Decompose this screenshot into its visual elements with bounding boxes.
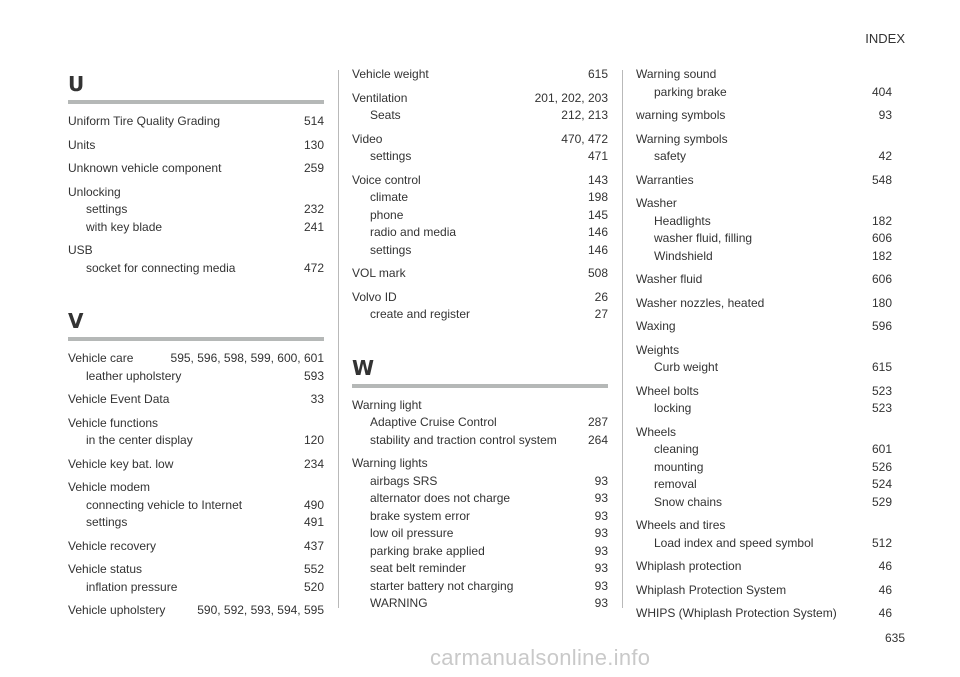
- subentry-term: washer fluid, filling: [654, 231, 753, 245]
- index-subentry: [636, 535, 892, 553]
- index-entry: [636, 582, 892, 600]
- index-subentry: [636, 148, 892, 166]
- index-column-3: [636, 66, 892, 629]
- index-entry-row: [636, 66, 892, 84]
- subentry-term: phone: [370, 207, 404, 222]
- subentry-term: starter battery not charging: [370, 578, 514, 593]
- subentry-term: parking brake applied: [370, 543, 485, 558]
- index-entry-row: [636, 424, 892, 442]
- entry-term: Weights: [636, 342, 680, 357]
- index-entry: [636, 605, 892, 623]
- entry-pages: 615: [587, 67, 608, 81]
- entry-term: Wheels: [636, 424, 677, 439]
- index-entry-row: [352, 455, 608, 473]
- entry-pages: 180: [871, 295, 892, 310]
- entry-term: Vehicle status: [68, 562, 143, 576]
- index-entry: [636, 195, 892, 265]
- index-entry-row: [68, 415, 324, 433]
- section-letter-heading: U: [68, 72, 324, 104]
- entry-term: Vehicle weight: [352, 67, 429, 81]
- index-entry: [68, 184, 324, 237]
- entry-term: Warning lights: [352, 456, 428, 470]
- entry-pages: 201, 202, 203: [534, 90, 608, 105]
- index-subentry: [352, 525, 608, 543]
- index-entry-row: [68, 184, 324, 202]
- subentry-term: Curb weight: [654, 360, 719, 374]
- index-entry-row: [636, 558, 892, 576]
- subentry-pages: 145: [587, 207, 608, 222]
- subentry-term: locking: [654, 401, 692, 415]
- subentry-term: in the center display: [86, 433, 193, 447]
- entry-pages: 595, 596, 598, 599, 600, 601: [170, 351, 324, 365]
- index-subentry: [352, 242, 608, 260]
- entry-pages: 523: [871, 383, 892, 398]
- index-subentry: [352, 560, 608, 578]
- index-subentry: [636, 441, 892, 459]
- index-entry-row: [352, 397, 608, 415]
- index-entry: [352, 289, 608, 324]
- subentry-term: WARNING: [370, 596, 428, 610]
- index-entry-row: [68, 137, 324, 155]
- index-subentry: [352, 414, 608, 432]
- index-entry: [68, 561, 324, 596]
- index-subentry: [636, 476, 892, 494]
- entry-pages: 46: [878, 606, 892, 620]
- index-entry-row: [636, 195, 892, 213]
- entry-pages: 437: [303, 538, 324, 553]
- subentry-term: low oil pressure: [370, 526, 454, 540]
- index-subentry: [352, 189, 608, 207]
- subentry-pages: 491: [303, 515, 324, 529]
- entry-term: Vehicle upholstery: [68, 603, 166, 617]
- subentry-term: safety: [654, 149, 687, 163]
- index-subentry: [352, 578, 608, 596]
- index-column-1: [68, 66, 324, 626]
- entry-term: Uniform Tire Quality Grading: [68, 114, 221, 128]
- entry-term: Vehicle functions: [68, 415, 159, 430]
- page-number: 635: [884, 631, 905, 645]
- index-subentry: [352, 107, 608, 125]
- subentry-term: removal: [654, 477, 697, 491]
- entry-term: Vehicle modem: [68, 480, 151, 494]
- index-entry-row: [352, 289, 608, 307]
- index-entry: [68, 137, 324, 155]
- subentry-term: inflation pressure: [86, 579, 178, 594]
- index-entry-row: [68, 350, 324, 368]
- index-entry: [636, 172, 892, 190]
- section-letter-heading: V: [68, 309, 324, 341]
- subentry-pages: 146: [587, 242, 608, 257]
- subentry-term: settings: [370, 149, 412, 163]
- subentry-term: Headlights: [654, 213, 711, 228]
- index-subentry: [636, 230, 892, 248]
- index-entry-row: [636, 383, 892, 401]
- entry-pages: 606: [871, 272, 892, 286]
- entry-term: warning symbols: [636, 108, 726, 122]
- index-entry-row: [636, 295, 892, 313]
- index-entry-row: [68, 113, 324, 131]
- entry-pages: 508: [587, 266, 608, 280]
- index-entry: [68, 350, 324, 385]
- subentry-pages: 93: [594, 543, 608, 558]
- index-entry-row: [68, 602, 324, 620]
- subentry-pages: 593: [303, 368, 324, 383]
- index-entry-row: [636, 271, 892, 289]
- subentry-pages: 198: [587, 190, 608, 204]
- subentry-pages: 287: [587, 415, 608, 429]
- subentry-pages: 93: [594, 508, 608, 523]
- index-entry: [636, 271, 892, 289]
- index-entry: [352, 397, 608, 450]
- entry-term: Unknown vehicle component: [68, 161, 222, 175]
- index-subentry: [636, 494, 892, 512]
- index-entry-row: [68, 561, 324, 579]
- index-entry-row: [636, 517, 892, 535]
- index-subentry: [352, 543, 608, 561]
- subentry-term: settings: [370, 242, 412, 257]
- subentry-pages: 42: [878, 149, 892, 163]
- index-subentry: [68, 219, 324, 237]
- index-entry: [68, 242, 324, 277]
- subentry-pages: 526: [871, 459, 892, 474]
- subentry-term: climate: [370, 190, 409, 204]
- subentry-pages: 606: [871, 231, 892, 245]
- subentry-pages: 472: [303, 260, 324, 275]
- subentry-term: settings: [86, 515, 128, 529]
- entry-term: Washer nozzles, heated: [636, 295, 765, 310]
- index-entry: [352, 131, 608, 166]
- entry-term: Warranties: [636, 172, 694, 187]
- index-subentry: [352, 490, 608, 508]
- index-entry-row: [68, 538, 324, 556]
- subentry-pages: 146: [587, 225, 608, 239]
- index-entry-row: [68, 242, 324, 260]
- entry-pages: 143: [587, 172, 608, 187]
- index-entry-row: [68, 479, 324, 497]
- entry-term: Waxing: [636, 319, 676, 333]
- index-entry-row: [68, 391, 324, 409]
- subentry-pages: 615: [871, 360, 892, 374]
- entry-term: Warning light: [352, 397, 422, 412]
- entry-term: Whiplash Protection System: [636, 582, 787, 597]
- index-entry: [352, 265, 608, 283]
- entry-pages: 26: [594, 289, 608, 304]
- entry-term: Vehicle Event Data: [68, 392, 170, 406]
- index-subentry: [68, 368, 324, 386]
- subentry-pages: 601: [871, 442, 892, 456]
- index-entry-row: [68, 160, 324, 178]
- index-subentry: [636, 459, 892, 477]
- index-entry-row: [68, 456, 324, 474]
- entry-pages: 33: [310, 392, 324, 406]
- entry-term: USB: [68, 243, 93, 257]
- index-entry: [636, 107, 892, 125]
- index-entry-row: [352, 172, 608, 190]
- subentry-term: stability and traction control system: [370, 432, 557, 447]
- subentry-term: seat belt reminder: [370, 561, 467, 575]
- entry-pages: 46: [878, 582, 892, 597]
- index-entry: [352, 172, 608, 260]
- entry-term: Whiplash protection: [636, 559, 742, 573]
- index-subentry: [636, 400, 892, 418]
- entry-pages: 234: [303, 456, 324, 471]
- subentry-term: Seats: [370, 108, 401, 122]
- page-header-title: INDEX: [865, 31, 905, 46]
- subentry-pages: 93: [594, 596, 608, 610]
- index-entry: [68, 391, 324, 409]
- subentry-pages: 471: [587, 149, 608, 163]
- index-subentry: [636, 359, 892, 377]
- subentry-pages: 182: [871, 213, 892, 228]
- index-entry-row: [352, 66, 608, 84]
- index-subentry: [636, 248, 892, 266]
- index-entry: [636, 517, 892, 552]
- index-subentry: [352, 508, 608, 526]
- entry-pages: 596: [871, 319, 892, 333]
- subentry-term: mounting: [654, 459, 704, 474]
- subentry-pages: 241: [303, 219, 324, 234]
- subentry-term: with key blade: [86, 219, 163, 234]
- subentry-term: Windshield: [654, 248, 713, 263]
- subentry-pages: 93: [594, 473, 608, 488]
- index-subentry: [68, 432, 324, 450]
- index-subentry: [352, 432, 608, 450]
- entry-term: Voice control: [352, 172, 421, 187]
- entry-term: Unlocking: [68, 184, 121, 199]
- column-divider: [338, 70, 339, 608]
- index-column-2: [352, 66, 608, 619]
- index-subentry: [352, 224, 608, 242]
- entry-term: Vehicle key bat. low: [68, 456, 174, 471]
- index-entry-row: [636, 318, 892, 336]
- index-entry: [636, 295, 892, 313]
- index-entry: [352, 455, 608, 613]
- entry-pages: 46: [878, 559, 892, 573]
- entry-term: Units: [68, 137, 96, 152]
- index-entry: [636, 131, 892, 166]
- index-subentry: [352, 473, 608, 491]
- subentry-pages: 520: [303, 579, 324, 594]
- entry-pages: 93: [878, 108, 892, 122]
- index-entry: [68, 113, 324, 131]
- entry-term: Vehicle care: [68, 351, 134, 365]
- index-entry: [636, 318, 892, 336]
- entry-term: Warning symbols: [636, 131, 728, 146]
- entry-pages: 470, 472: [561, 131, 608, 146]
- entry-term: Washer: [636, 196, 677, 210]
- index-entry: [636, 66, 892, 101]
- index-entry: [352, 90, 608, 125]
- watermark: carmanualsonline.info: [430, 645, 651, 670]
- subentry-term: socket for connecting media: [86, 260, 236, 275]
- index-subentry: [636, 213, 892, 231]
- entry-term: Video: [352, 131, 383, 146]
- entry-term: VOL mark: [352, 266, 406, 280]
- subentry-pages: 120: [303, 433, 324, 447]
- subentry-term: Adaptive Cruise Control: [370, 415, 497, 429]
- subentry-term: radio and media: [370, 225, 457, 239]
- entry-pages: 552: [303, 562, 324, 576]
- index-entry-row: [352, 265, 608, 283]
- subentry-term: settings: [86, 202, 128, 216]
- subentry-term: create and register: [370, 307, 471, 321]
- index-entry-row: [636, 605, 892, 623]
- index-subentry: [352, 148, 608, 166]
- subentry-term: parking brake: [654, 84, 727, 99]
- entry-term: Washer fluid: [636, 272, 703, 286]
- entry-term: Ventilation: [352, 90, 408, 105]
- subentry-term: Snow chains: [654, 494, 723, 509]
- subentry-pages: 182: [871, 248, 892, 263]
- index-subentry: [352, 207, 608, 225]
- index-subentry: [68, 514, 324, 532]
- index-subentry: [68, 260, 324, 278]
- index-subentry: [636, 84, 892, 102]
- entry-pages: 548: [871, 172, 892, 187]
- subentry-pages: 232: [303, 202, 324, 216]
- index-entry: [636, 424, 892, 512]
- index-subentry: [352, 595, 608, 613]
- subentry-pages: 93: [594, 491, 608, 505]
- index-entry: [68, 160, 324, 178]
- index-subentry: [68, 579, 324, 597]
- index-entry-row: [352, 131, 608, 149]
- entry-pages: 259: [303, 161, 324, 175]
- column-divider: [622, 70, 623, 608]
- entry-term: WHIPS (Whiplash Protection System): [636, 606, 837, 620]
- index-entry-row: [636, 342, 892, 360]
- index-entry-row: [636, 107, 892, 125]
- subentry-pages: 524: [871, 477, 892, 491]
- entry-term: Warning sound: [636, 67, 717, 81]
- index-entry: [68, 456, 324, 474]
- index-subentry: [352, 306, 608, 324]
- subentry-pages: 27: [594, 307, 608, 321]
- index-entry-row: [636, 131, 892, 149]
- subentry-pages: 93: [594, 526, 608, 540]
- subentry-pages: 529: [871, 494, 892, 509]
- subentry-term: alternator does not charge: [370, 491, 511, 505]
- index-subentry: [68, 201, 324, 219]
- subentry-term: leather upholstery: [86, 368, 182, 383]
- subentry-pages: 93: [594, 561, 608, 575]
- index-entry: [68, 538, 324, 556]
- entry-pages: 590, 592, 593, 594, 595: [197, 603, 324, 617]
- entry-term: Wheel bolts: [636, 383, 699, 398]
- subentry-term: Load index and speed symbol: [654, 535, 814, 550]
- entry-term: Wheels and tires: [636, 518, 726, 532]
- entry-pages: 514: [303, 114, 324, 128]
- subentry-term: brake system error: [370, 508, 471, 523]
- index-entry-row: [636, 172, 892, 190]
- entry-term: Vehicle recovery: [68, 538, 157, 553]
- subentry-pages: 512: [871, 535, 892, 550]
- section-letter-heading: W: [352, 356, 608, 388]
- subentry-pages: 404: [871, 84, 892, 99]
- index-entry-row: [352, 90, 608, 108]
- subentry-pages: 490: [303, 497, 324, 512]
- index-entry-row: [636, 582, 892, 600]
- entry-pages: 130: [303, 137, 324, 152]
- subentry-pages: 93: [594, 578, 608, 593]
- subentry-term: cleaning: [654, 442, 699, 456]
- subentry-pages: 264: [587, 432, 608, 447]
- index-entry: [636, 342, 892, 377]
- subentry-term: connecting vehicle to Internet: [86, 497, 243, 512]
- index-subentry: [68, 497, 324, 515]
- index-entry: [68, 479, 324, 532]
- subentry-term: airbags SRS: [370, 473, 438, 488]
- entry-term: Volvo ID: [352, 289, 397, 304]
- index-entry: [68, 415, 324, 450]
- index-entry: [636, 383, 892, 418]
- index-entry: [636, 558, 892, 576]
- index-entry: [68, 602, 324, 620]
- index-entry: [352, 66, 608, 84]
- subentry-pages: 212, 213: [561, 108, 608, 122]
- subentry-pages: 523: [871, 401, 892, 415]
